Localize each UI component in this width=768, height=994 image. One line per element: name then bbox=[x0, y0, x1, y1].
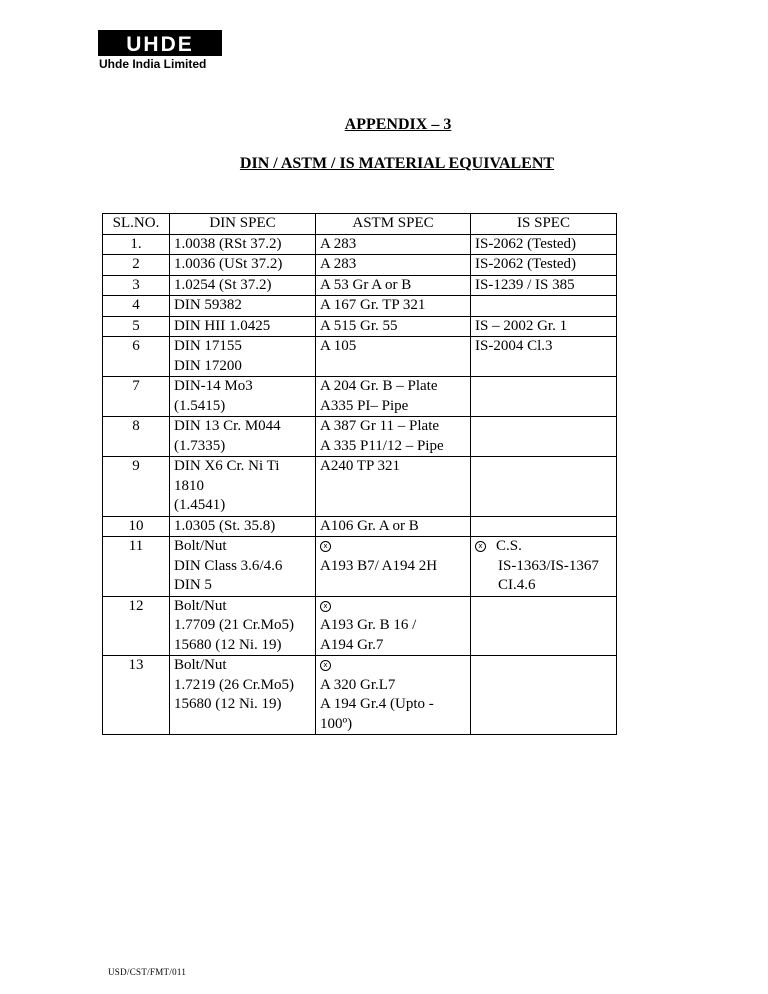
cell-slno: 12 bbox=[103, 596, 170, 656]
cell-din-spec-line: DIN 17200 bbox=[174, 357, 242, 374]
cell-is-spec-line: CI.4.6 bbox=[498, 577, 536, 593]
cell-din-spec-line: DIN 13 Cr. M044 bbox=[174, 418, 281, 434]
cell-is-spec bbox=[471, 296, 617, 317]
table-row bbox=[103, 596, 617, 656]
cell-din-spec-line: (1.4541) bbox=[174, 497, 226, 513]
cell-astm-spec bbox=[316, 275, 471, 296]
cell-is-spec bbox=[471, 275, 617, 296]
cell-din-spec bbox=[170, 596, 316, 656]
table-row bbox=[103, 255, 617, 276]
cell-slno: 7 bbox=[103, 377, 170, 417]
table-row bbox=[103, 417, 617, 457]
cell-astm-spec bbox=[316, 234, 471, 255]
cell-din-spec-line: (1.7335) bbox=[174, 437, 226, 454]
cell-is-spec-line: IS-1239 / IS 385 bbox=[475, 276, 575, 293]
table-row bbox=[103, 457, 617, 517]
table-row bbox=[103, 516, 617, 537]
cell-din-spec-line: 1.7709 (21 Cr.Mo5) bbox=[174, 617, 294, 633]
cell-slno: 3 bbox=[103, 275, 170, 296]
cell-is-spec-line: IS – 2002 Gr. 1 bbox=[475, 317, 568, 334]
cell-din-spec-line: 1810 bbox=[174, 477, 204, 494]
cell-astm-spec-line: A 283 bbox=[320, 256, 357, 272]
circled-mark-icon: x bbox=[320, 601, 331, 612]
cell-astm-spec bbox=[316, 255, 471, 276]
cell-din-spec-line: 1.7219 (26 Cr.Mo5) bbox=[174, 676, 294, 693]
table-row bbox=[103, 316, 617, 337]
material-equivalent-table bbox=[102, 213, 617, 735]
table-row bbox=[103, 234, 617, 255]
cell-din-spec bbox=[170, 656, 316, 735]
cell-is-spec bbox=[471, 337, 617, 377]
cell-is-spec bbox=[471, 457, 617, 517]
table-row bbox=[103, 537, 617, 597]
cell-astm-spec bbox=[316, 537, 471, 597]
column-header-is: IS SPEC bbox=[471, 214, 617, 235]
logo-wordmark: UHDE bbox=[99, 31, 221, 55]
cell-din-spec-line: Bolt/Nut bbox=[174, 657, 227, 673]
cell-is-spec bbox=[471, 537, 617, 597]
cell-astm-spec-line: A 283 bbox=[320, 235, 357, 252]
cell-din-spec bbox=[170, 377, 316, 417]
cell-is-spec bbox=[471, 656, 617, 735]
cell-is-spec-line: IS-2062 (Tested) bbox=[475, 256, 577, 272]
cell-astm-spec-line: A 387 Gr 11 – Plate bbox=[320, 418, 440, 434]
table-row bbox=[103, 275, 617, 296]
cell-astm-spec bbox=[316, 377, 471, 417]
cell-din-spec bbox=[170, 316, 316, 337]
cell-astm-spec-line: A 194 Gr.4 (Upto - bbox=[320, 696, 434, 712]
cell-astm-spec-line: A240 TP 321 bbox=[320, 458, 401, 474]
cell-astm-spec bbox=[316, 457, 471, 517]
cell-din-spec-line: 1.0038 (RSt 37.2) bbox=[174, 235, 282, 252]
cell-din-spec-line: 1.0305 (St. 35.8) bbox=[174, 517, 276, 534]
cell-astm-spec bbox=[316, 656, 471, 735]
cell-slno: 11 bbox=[103, 537, 170, 597]
cell-is-spec bbox=[471, 316, 617, 337]
cell-din-spec bbox=[170, 516, 316, 537]
cell-is-spec bbox=[471, 417, 617, 457]
cell-astm-spec-line: A 515 Gr. 55 bbox=[320, 317, 398, 334]
cell-din-spec bbox=[170, 296, 316, 317]
cell-din-spec bbox=[170, 457, 316, 517]
table-row bbox=[103, 656, 617, 735]
cell-is-spec-line: x C.S. bbox=[475, 537, 612, 557]
cell-is-spec-line: IS-1363/IS-1367 bbox=[498, 557, 599, 574]
cell-din-spec-line: (1.5415) bbox=[174, 397, 226, 414]
cell-din-spec bbox=[170, 275, 316, 296]
cell-slno: 5 bbox=[103, 316, 170, 337]
cell-astm-spec bbox=[316, 337, 471, 377]
cell-slno: 9 bbox=[103, 457, 170, 517]
cell-is-spec bbox=[471, 516, 617, 537]
table-row bbox=[103, 337, 617, 377]
circled-mark-icon: x bbox=[475, 541, 486, 552]
cell-din-spec bbox=[170, 337, 316, 377]
cell-astm-spec-line: A 320 Gr.L7 bbox=[320, 676, 396, 693]
cell-is-spec bbox=[471, 255, 617, 276]
cell-slno: 8 bbox=[103, 417, 170, 457]
cell-astm-spec-line: A106 Gr. A or B bbox=[320, 517, 419, 534]
cell-din-spec bbox=[170, 537, 316, 597]
cell-din-spec-line: DIN 17155 bbox=[174, 338, 242, 354]
cell-din-spec-line: 15680 (12 Ni. 19) bbox=[174, 696, 282, 712]
circled-mark-icon: x bbox=[320, 660, 331, 671]
cell-slno: 6 bbox=[103, 337, 170, 377]
cell-astm-spec-line: A335 PI– Pipe bbox=[320, 397, 409, 414]
cell-astm-spec bbox=[316, 296, 471, 317]
cell-astm-spec bbox=[316, 417, 471, 457]
cell-astm-spec-line: A 167 Gr. TP 321 bbox=[320, 297, 426, 313]
cell-astm-spec-line: A 105 bbox=[320, 338, 357, 354]
cell-din-spec-line: Bolt/Nut bbox=[174, 538, 227, 554]
cell-astm-spec bbox=[316, 596, 471, 656]
column-header-astm: ASTM SPEC bbox=[316, 214, 471, 235]
column-header-slno: SL.NO. bbox=[103, 214, 170, 235]
cell-is-spec bbox=[471, 234, 617, 255]
cell-astm-spec bbox=[316, 316, 471, 337]
table-row bbox=[103, 377, 617, 417]
cell-slno: 4 bbox=[103, 296, 170, 317]
cell-din-spec-line: DIN 59382 bbox=[174, 297, 242, 313]
cell-slno: 1. bbox=[103, 234, 170, 255]
cell-din-spec-line: Bolt/Nut bbox=[174, 597, 227, 614]
cell-slno: 10 bbox=[103, 516, 170, 537]
page-subtitle: DIN / ASTM / IS MATERIAL EQUIVALENT bbox=[239, 155, 555, 172]
cell-din-spec bbox=[170, 417, 316, 457]
cell-din-spec-line: 1.0036 (USt 37.2) bbox=[174, 256, 283, 272]
cell-astm-spec-line: A193 Gr. B 16 / bbox=[320, 617, 417, 633]
page-title: APPENDIX – 3 bbox=[344, 116, 452, 133]
cell-astm-spec-line: A193 B7/ A194 2H bbox=[320, 557, 438, 574]
cell-astm-spec-line: A 53 Gr A or B bbox=[320, 276, 412, 293]
cell-din-spec bbox=[170, 255, 316, 276]
company-logo bbox=[99, 31, 221, 70]
cell-is-spec-line: IS-2062 (Tested) bbox=[475, 235, 577, 252]
cell-din-spec-line: 15680 (12 Ni. 19) bbox=[174, 636, 282, 653]
document-code: USD/CST/FMT/011 bbox=[108, 967, 187, 977]
cell-din-spec-line: 1.0254 (St 37.2) bbox=[174, 276, 272, 293]
cell-astm-spec-line: 100º) bbox=[320, 715, 353, 732]
cell-slno: 13 bbox=[103, 656, 170, 735]
cell-is-spec-line: IS-2004 Cl.3 bbox=[475, 338, 553, 354]
cell-din-spec-line: DIN-14 Mo3 bbox=[174, 378, 253, 394]
column-header-din: DIN SPEC bbox=[170, 214, 316, 235]
cell-din-spec bbox=[170, 234, 316, 255]
cell-din-spec-line: DIN 5 bbox=[174, 577, 212, 593]
cell-is-spec bbox=[471, 596, 617, 656]
cell-astm-spec bbox=[316, 516, 471, 537]
cell-astm-spec-line: A 204 Gr. B – Plate bbox=[320, 378, 438, 394]
cell-slno: 2 bbox=[103, 255, 170, 276]
circled-mark-icon: x bbox=[320, 541, 331, 552]
table-header-row bbox=[103, 214, 617, 235]
cell-astm-spec-line: A 335 P11/12 – Pipe bbox=[320, 437, 444, 454]
cell-is-spec bbox=[471, 377, 617, 417]
cell-astm-spec-line: A194 Gr.7 bbox=[320, 636, 384, 653]
cell-din-spec-line: DIN Class 3.6/4.6 bbox=[174, 557, 283, 574]
table-row bbox=[103, 296, 617, 317]
company-name: Uhde India Limited bbox=[99, 57, 207, 71]
cell-din-spec-line: DIN X6 Cr. Ni Ti bbox=[174, 458, 280, 474]
cell-din-spec-line: DIN HII 1.0425 bbox=[174, 317, 271, 334]
